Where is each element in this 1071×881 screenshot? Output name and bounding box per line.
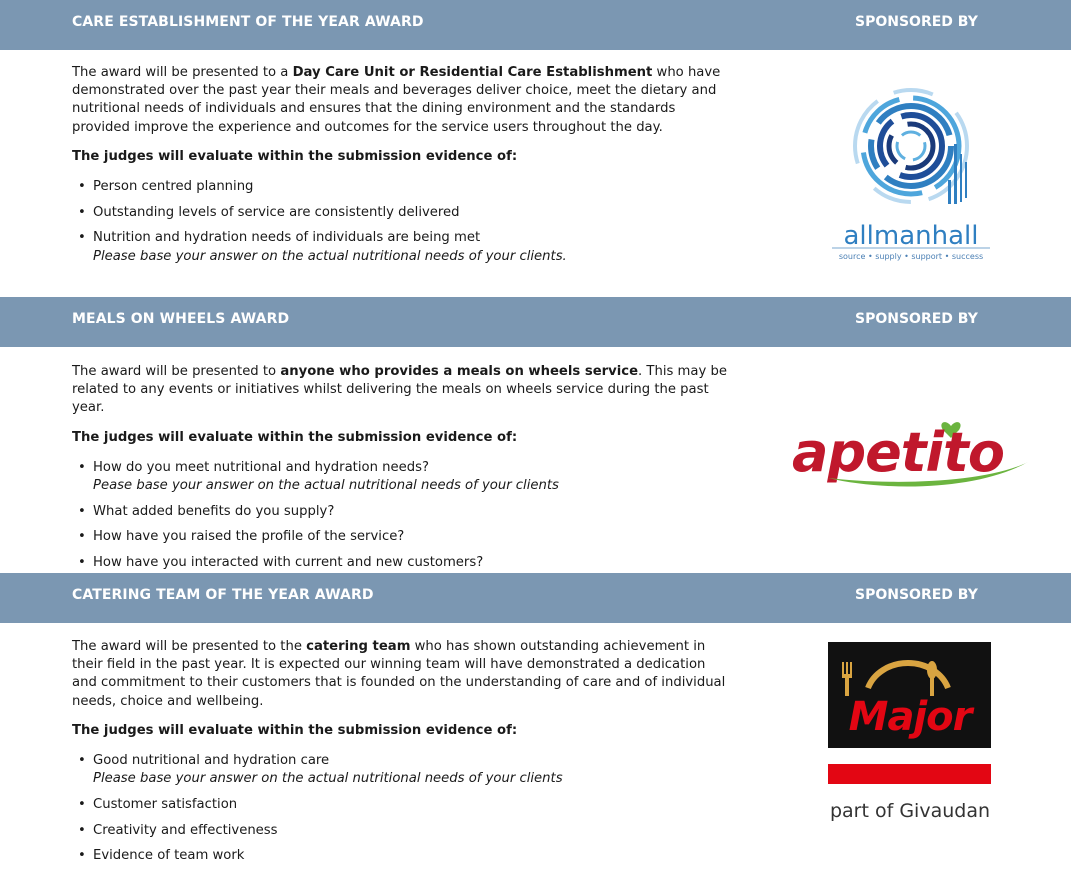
- apetito-wordmark: apetito: [792, 421, 1004, 484]
- award-intro: The award will be presented to a Day Care Unit or Residential Care Establishment who have demonstrated over the past year their meals and beverages deliver choice, meet the dietary and nutritional needs of individuals and ensures that the dining environment and the standards provided improve the experience and outcomes for the service users throughout the day.: [72, 65, 721, 135]
- list-item: • Good nutritional and hydration care Please base your answer on the actual nutritional needs of your clients: [72, 752, 732, 788]
- criteria-list: [72, 459, 732, 573]
- judges-heading: The judges will evaluate within the submission evidence of:: [72, 722, 518, 738]
- section-header-meals-on-wheels: [0, 297, 1071, 347]
- sponsored-by-label: SPONSORED BY: [855, 311, 978, 327]
- allmanhall-tagline: source • supply • support • success: [838, 252, 984, 261]
- criteria-list: [72, 752, 732, 866]
- section-body: [72, 363, 732, 580]
- item-note: Please base your answer on the actual nutritional needs of your clients: [93, 771, 563, 787]
- sponsored-by-label: SPONSORED BY: [855, 587, 978, 603]
- award-intro: The award will be presented to anyone who provides a meals on wheels service. This may be related to any events or initiatives whilst delivering the meals on wheels service during the past year.: [72, 364, 727, 416]
- judges-heading: The judges will evaluate within the submission evidence of:: [72, 429, 518, 445]
- allmanhall-logo: [826, 84, 996, 264]
- list-item: • How have you raised the profile of the service?: [72, 528, 732, 546]
- list-item: • Nutrition and hydration needs of individuals are being met Please base your answer on the actual nutritional needs of your clients.: [72, 229, 732, 265]
- criteria-list: [72, 178, 732, 266]
- section-header-care-establishment: [0, 0, 1071, 50]
- list-item: • Outstanding levels of service are consistently delivered: [72, 204, 732, 222]
- item-note: Pease base your answer on the actual nutritional needs of your clients: [93, 478, 559, 494]
- section-body: [72, 638, 732, 873]
- list-item: • Customer satisfaction: [72, 796, 732, 814]
- sponsored-by-label: SPONSORED BY: [855, 14, 978, 30]
- allmanhall-wordmark: allmanhall: [843, 221, 979, 251]
- section-header-catering-team: [0, 573, 1071, 623]
- list-item: • Evidence of team work: [72, 847, 732, 865]
- list-item: • How have you interacted with current and new customers?: [72, 554, 732, 572]
- award-intro: The award will be presented to the catering team who has shown outstanding achievement in their field in the past year. It is expected our winning team will have demonstrated a dedication and commitment to their customers that is founded on the understanding of care and of individual needs, choice and wellbeing.: [72, 639, 726, 709]
- major-givaudan-logo: [828, 642, 993, 827]
- section-title: CATERING TEAM OF THE YEAR AWARD: [72, 587, 374, 603]
- list-item: • How do you meet nutritional and hydration needs? Pease base your answer on the actual nutritional needs of your clients: [72, 459, 732, 495]
- section-title: MEALS ON WHEELS AWARD: [72, 311, 290, 327]
- section-title: CARE ESTABLISHMENT OF THE YEAR AWARD: [72, 14, 424, 30]
- item-note: Please base your answer on the actual nutritional needs of your clients.: [93, 248, 567, 264]
- major-wordmark: Major: [848, 694, 972, 740]
- list-item: • Creativity and effectiveness: [72, 822, 732, 840]
- list-item: • What added benefits do you supply?: [72, 503, 732, 521]
- givaudan-text: part of Givaudan: [829, 800, 991, 822]
- list-item: • Person centred planning: [72, 178, 732, 196]
- judges-heading: The judges will evaluate within the submission evidence of:: [72, 148, 518, 164]
- apetito-logo: [788, 416, 1033, 496]
- section-body: [72, 64, 732, 273]
- red-bar: [828, 764, 991, 784]
